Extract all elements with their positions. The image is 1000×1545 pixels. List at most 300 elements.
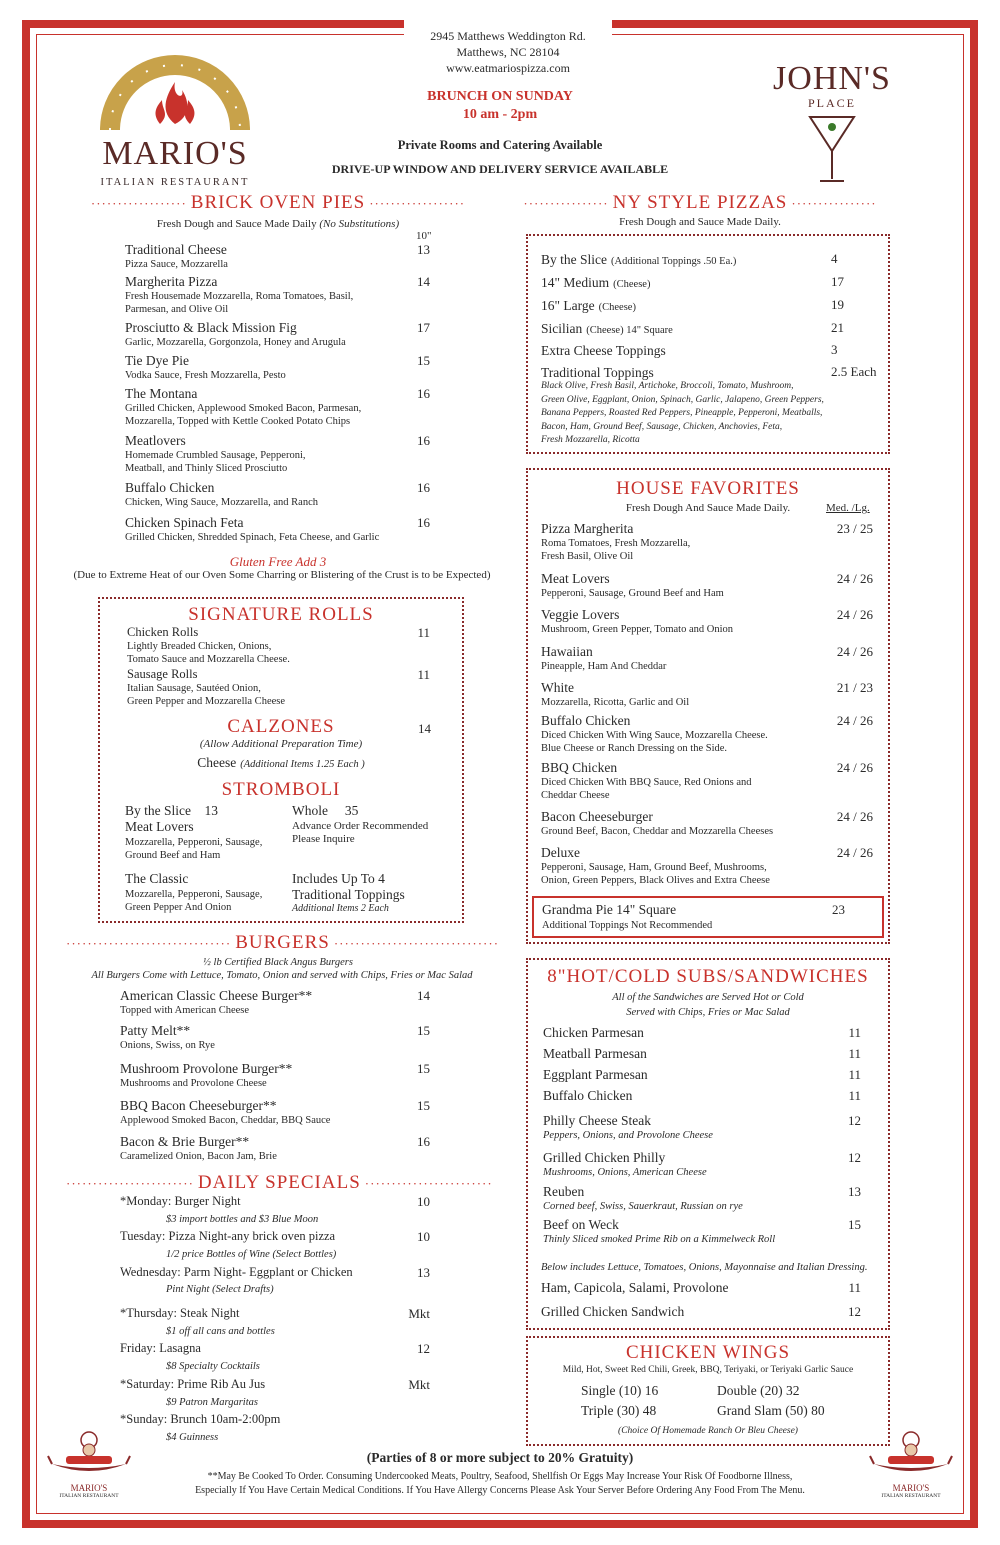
house-item-desc-line: Pepperoni, Sausage, Ground Beef and Ham bbox=[541, 588, 724, 599]
sub-item bbox=[543, 1217, 861, 1233]
ny-item-price: 4 bbox=[831, 251, 838, 266]
meat-desc-2: Ground Beef and Ham bbox=[125, 850, 221, 861]
brunch-notice bbox=[380, 88, 620, 124]
inner-line-tl bbox=[36, 34, 404, 35]
stromboli-meat-desc bbox=[125, 836, 262, 862]
grilled-name: Grilled Chicken Sandwich bbox=[541, 1304, 685, 1319]
chef-logo-left bbox=[44, 1430, 134, 1499]
burger-item bbox=[120, 988, 430, 1004]
brunch-line1: BRUNCH ON SUNDAY bbox=[427, 89, 573, 104]
roll-item-name: Sausage Rolls bbox=[127, 667, 198, 681]
wings-choice: (Choice Of Homemade Ranch Or Bleu Cheese) bbox=[618, 1426, 798, 1436]
ny-item-label bbox=[541, 342, 666, 360]
house-item-desc-line: Onion, Green Peppers, Black Olives and Extra Cheese bbox=[541, 875, 770, 886]
burgers-sub: ½ lb Certified Black Angus Burgers bbox=[203, 957, 353, 968]
subs-ham-row bbox=[541, 1280, 861, 1296]
house-item-name: Buffalo Chicken bbox=[541, 713, 631, 728]
stromboli-title: STROMBOLI bbox=[221, 779, 341, 800]
pizza-item bbox=[125, 433, 430, 449]
subs-sub-1: All of the Sandwiches are Served Hot or Cold bbox=[612, 992, 804, 1003]
house-item-desc-line: Diced Chicken With Wing Sauce, Mozzarella Cheese. bbox=[541, 730, 768, 741]
burger-item bbox=[120, 1023, 430, 1039]
roll-item-desc-line: Italian Sausage, Sautéed Onion, bbox=[127, 683, 261, 694]
special-item-price: Mkt bbox=[408, 1377, 430, 1392]
roll-item-desc-line: Green Pepper and Mozzarella Cheese bbox=[127, 696, 286, 707]
slice-label: By the Slice bbox=[125, 803, 191, 818]
stromboli-classic-desc bbox=[125, 888, 262, 914]
brick-oven-sub bbox=[66, 218, 490, 230]
burger-item bbox=[120, 1134, 430, 1150]
pizza-item-desc-line: Grilled Chicken, Applewood Smoked Bacon, Parmesan, bbox=[125, 403, 362, 414]
house-item-price: 24 / 26 bbox=[836, 809, 873, 824]
sub-item-price: 15 bbox=[848, 1217, 861, 1232]
pizza-item-desc-line: Meatball, and Thinly Sliced Prosciutto bbox=[125, 463, 288, 474]
house-item-desc bbox=[541, 587, 724, 600]
special-item-name: Friday: Lasagna bbox=[120, 1341, 201, 1355]
house-item-desc-line: Mushroom, Green Pepper, Tomato and Onion bbox=[541, 624, 733, 635]
roll-item-desc-line: Lightly Breaded Chicken, Onions, bbox=[127, 641, 272, 652]
house-item-price: 23 / 25 bbox=[836, 521, 873, 536]
special-item-desc: $4 Guinness bbox=[166, 1432, 219, 1443]
house-item-desc bbox=[541, 696, 689, 709]
house-sub: Fresh Dough And Sauce Made Daily. bbox=[625, 502, 791, 514]
ny-item-name: Extra Cheese Toppings bbox=[541, 343, 666, 358]
johns-place-logo bbox=[752, 62, 912, 192]
subs-sub-2: Served with Chips, Fries or Mac Salad bbox=[626, 1007, 790, 1018]
ny-item-note: (Cheese) 14" Square bbox=[586, 325, 673, 336]
sub-item-desc-line: Mushrooms, Onions, American Cheese bbox=[543, 1167, 707, 1178]
chef-gondola-icon bbox=[866, 1430, 956, 1478]
inner-line-l bbox=[36, 34, 37, 1514]
house-item-desc-line: Ground Beef, Bacon, Cheddar and Mozzarella Cheeses bbox=[541, 826, 774, 837]
house-item bbox=[541, 644, 873, 660]
brick-oven-icon bbox=[90, 52, 260, 132]
ny-title: NY STYLE PIZZAS bbox=[612, 192, 788, 213]
special-item-price: Mkt bbox=[408, 1306, 430, 1321]
subs-title: 8"HOT/COLD SUBS/SANDWICHES bbox=[547, 966, 869, 987]
ny-item-label bbox=[541, 297, 636, 315]
burger-item-desc bbox=[120, 1114, 330, 1127]
house-item-price: 24 / 26 bbox=[836, 571, 873, 586]
border-left bbox=[22, 20, 30, 1528]
pizza-item-desc-line: Chicken, Wing Sauce, Mozzarella, and Ranch bbox=[125, 497, 318, 508]
calzones-note: (Allow Additional Preparation Time) bbox=[199, 738, 363, 750]
roll-item bbox=[127, 667, 430, 683]
pizza-item-name: The Montana bbox=[125, 386, 198, 401]
pizza-item-price: 16 bbox=[417, 433, 430, 448]
grandma-price: 23 bbox=[832, 902, 845, 917]
burger-item-desc bbox=[120, 1077, 267, 1090]
special-item-price: 10 bbox=[417, 1194, 430, 1209]
advance-line: Advance Order Recommended bbox=[292, 820, 429, 832]
chef-gondola-icon bbox=[44, 1430, 134, 1478]
grandma-name: Grandma Pie 14" Square bbox=[542, 902, 677, 917]
border-bottom bbox=[22, 1520, 978, 1528]
special-item bbox=[120, 1341, 430, 1357]
pizza-item bbox=[125, 386, 430, 402]
brick-sub-text: Fresh Dough and Sauce Made Daily bbox=[156, 218, 317, 230]
house-item bbox=[541, 680, 873, 696]
pizza-item-name: Buffalo Chicken bbox=[125, 480, 215, 495]
special-item-desc: $1 off all cans and bottles bbox=[166, 1326, 275, 1337]
grandma-note: Additional Toppings Not Recommended bbox=[542, 920, 713, 931]
meat-desc-1: Mozzarella, Pepperoni, Sausage, bbox=[125, 837, 263, 848]
ny-item-name: 16" Large bbox=[541, 298, 595, 313]
burger-item-price: 15 bbox=[417, 1023, 430, 1038]
special-item-desc: 1/2 price Bottles of Wine (Select Bottles) bbox=[166, 1249, 337, 1260]
house-item-name: Pizza Margherita bbox=[541, 521, 634, 536]
house-item-price: 24 / 26 bbox=[836, 607, 873, 622]
signature-rolls-title: SIGNATURE ROLLS bbox=[188, 604, 374, 625]
sub-item-name: Grilled Chicken Philly bbox=[543, 1150, 666, 1165]
ny-item bbox=[541, 342, 881, 360]
stromboli-classic: The Classic bbox=[125, 871, 189, 886]
johns-logo-text: JOHN'S bbox=[773, 60, 891, 97]
pizza-item-price: 16 bbox=[417, 480, 430, 495]
gluten-free: Gluten Free Add 3 bbox=[229, 554, 327, 569]
burgers-sub2: All Burgers Come with Lettuce, Tomato, Onion and served with Chips, Fries or Mac Salad bbox=[91, 970, 473, 981]
ny-item-note: (Additional Toppings .50 Ea.) bbox=[611, 256, 737, 267]
chef-logo-right-text: MARIO'S bbox=[892, 1483, 930, 1493]
pizza-item-desc bbox=[125, 290, 353, 316]
ny-item-price: 17 bbox=[831, 274, 844, 289]
roll-item-price: 11 bbox=[417, 667, 430, 682]
house-item bbox=[541, 607, 873, 623]
pizza-item-desc bbox=[125, 496, 318, 509]
special-item-name: *Monday: Burger Night bbox=[120, 1194, 241, 1208]
pizza-item bbox=[125, 320, 430, 336]
sub-item-name: Philly Cheese Steak bbox=[543, 1113, 651, 1128]
house-item-price: 24 / 26 bbox=[836, 713, 873, 728]
sub-item-price: 11 bbox=[848, 1088, 861, 1103]
sub-item-desc bbox=[543, 1200, 743, 1213]
dots-left: ······························· bbox=[66, 936, 232, 951]
marios-logo bbox=[90, 52, 260, 187]
burger-item-price: 15 bbox=[417, 1061, 430, 1076]
burger-item-price: 16 bbox=[417, 1134, 430, 1149]
house-item-desc bbox=[541, 776, 752, 802]
pizza-item-desc-line: Vodka Sauce, Fresh Mozzarella, Pesto bbox=[125, 370, 286, 381]
special-item-desc: $8 Specialty Cocktails bbox=[166, 1361, 260, 1372]
burger-item-name: Mushroom Provolone Burger** bbox=[120, 1061, 293, 1076]
chef-logo-right-sub: ITALIAN RESTAURANT bbox=[881, 1493, 941, 1499]
pizza-item-price: 16 bbox=[417, 515, 430, 530]
burger-item-name: Patty Melt** bbox=[120, 1023, 191, 1038]
burger-item-desc-line: Topped with American Cheese bbox=[120, 1005, 250, 1016]
pizza-item-desc-line: Mozzarella, Topped with Kettle Cooked Potato Chips bbox=[125, 416, 351, 427]
ny-topping-line: Black Olive, Fresh Basil, Artichoke, Broccoli, Tomato, Mushroom, bbox=[541, 381, 794, 391]
martini-glass-icon bbox=[752, 111, 912, 191]
sub-item bbox=[543, 1088, 861, 1104]
house-item-price: 21 / 23 bbox=[836, 680, 873, 695]
brick-size-header: 10" bbox=[416, 230, 432, 242]
chef-logo-left-sub: ITALIAN RESTAURANT bbox=[59, 1493, 119, 1499]
sub-item-price: 11 bbox=[848, 1046, 861, 1061]
house-item-price: 24 / 26 bbox=[836, 760, 873, 775]
pizza-item-desc bbox=[125, 369, 286, 382]
inner-line-b bbox=[36, 1513, 964, 1514]
subs-sub bbox=[526, 990, 890, 1020]
wings-slam: Grand Slam (50) 80 bbox=[717, 1403, 825, 1418]
pizza-item-desc-line: Fresh Housemade Mozzarella, Roma Tomatoes, Basil, bbox=[125, 291, 354, 302]
house-item-price: 24 / 26 bbox=[836, 644, 873, 659]
whole-label: Whole bbox=[292, 803, 328, 818]
wings-sauces: Mild, Hot, Sweet Red Chili, Greek, BBQ, Teriyaki, or Teriyaki Garlic Sauce bbox=[562, 1365, 854, 1375]
chef-logo-right bbox=[866, 1430, 956, 1499]
sub-item-name: Meatball Parmesan bbox=[543, 1046, 647, 1061]
pizza-item-desc-line: Garlic, Mozzarella, Gorgonzola, Honey and Arugula bbox=[125, 337, 346, 348]
sub-item bbox=[543, 1184, 861, 1200]
pizza-item-price: 13 bbox=[417, 242, 430, 257]
food-warning bbox=[140, 1470, 860, 1498]
house-item-desc-line: Fresh Basil, Olive Oil bbox=[541, 551, 634, 562]
pizza-item-desc-line: Grilled Chicken, Shredded Spinach, Feta Cheese, and Garlic bbox=[125, 532, 380, 543]
house-item-name: Deluxe bbox=[541, 845, 580, 860]
warning-line2: Especially If You Have Certain Medical Conditions. If You Have Allergy Concerns Please Ask Your Server Before Ordering Any Food From The Menu. bbox=[195, 1485, 805, 1496]
burger-item bbox=[120, 1098, 430, 1114]
pizza-item bbox=[125, 480, 430, 496]
ny-item-name: Traditional Toppings bbox=[541, 365, 654, 380]
dots-left: ················ bbox=[523, 196, 609, 211]
subs-below: Below includes Lettuce, Tomatoes, Onions, Mayonnaise and Italian Dressing. bbox=[541, 1262, 868, 1273]
special-item-name: Tuesday: Pizza Night-any brick oven pizza bbox=[120, 1229, 336, 1243]
sub-item-name: Chicken Parmesan bbox=[543, 1025, 644, 1040]
pizza-item bbox=[125, 515, 430, 531]
drive-up-notice: DRIVE-UP WINDOW AND DELIVERY SERVICE AVAILABLE bbox=[331, 162, 669, 176]
ny-sub: Fresh Dough and Sauce Made Daily. bbox=[619, 216, 781, 228]
pizza-item-desc-line: Homemade Crumbled Sausage, Pepperoni, bbox=[125, 450, 306, 461]
wings-triple: Triple (30) 48 bbox=[581, 1403, 657, 1418]
house-item-desc bbox=[541, 861, 770, 887]
oven-note: (Due to Extreme Heat of our Oven Some Charring or Blistering of the Crust is to be Expected) bbox=[73, 569, 491, 581]
pizza-item-desc-line: Pizza Sauce, Mozzarella bbox=[125, 259, 228, 270]
house-item-desc bbox=[541, 729, 768, 755]
ny-topping-line: Green Olive, Eggplant, Onion, Spinach, Garlic, Jalapeno, Green Peppers, bbox=[541, 394, 824, 405]
place-logo-text: PLACE bbox=[807, 96, 856, 110]
specials-title: DAILY SPECIALS bbox=[197, 1172, 361, 1193]
roll-item-desc bbox=[127, 682, 285, 708]
burger-item-desc bbox=[120, 1039, 215, 1052]
house-item-desc-line: Roma Tomatoes, Fresh Mozzarella, bbox=[541, 538, 691, 549]
calzones-price: 14 bbox=[418, 721, 431, 736]
house-item-name: White bbox=[541, 680, 574, 695]
ny-item bbox=[541, 251, 881, 269]
ny-topping-line: Banana Peppers, Roasted Red Peppers, Pineapple, Pepperoni, Meatballs, bbox=[541, 408, 823, 418]
pizza-item-name: Chicken Spinach Feta bbox=[125, 515, 244, 530]
burger-item-name: American Classic Cheese Burger** bbox=[120, 988, 313, 1003]
sub-item bbox=[543, 1113, 861, 1129]
house-item bbox=[541, 571, 873, 587]
sub-item-desc bbox=[543, 1129, 713, 1142]
ny-item bbox=[541, 297, 881, 315]
cheese-note: (Additional Items 1.25 Each ) bbox=[240, 759, 365, 770]
roll-item-name: Chicken Rolls bbox=[127, 625, 199, 639]
special-item bbox=[120, 1306, 430, 1322]
sub-item-price: 11 bbox=[848, 1025, 861, 1040]
sub-item-name: Buffalo Chicken bbox=[543, 1088, 633, 1103]
border-top-left bbox=[22, 20, 404, 28]
brunch-line2: 10 am - 2pm bbox=[462, 107, 538, 122]
calzones-title: CALZONES bbox=[227, 716, 335, 737]
ny-item bbox=[541, 320, 881, 338]
ny-topping-line: Bacon, Ham, Ground Beef, Sausage, Chicken, Anchovies, Feta, bbox=[541, 421, 783, 432]
burger-item-name: Bacon & Brie Burger** bbox=[120, 1134, 250, 1149]
pizza-item-price: 17 bbox=[417, 320, 430, 335]
house-item-desc-line: Mozzarella, Ricotta, Garlic and Oil bbox=[541, 697, 690, 708]
pizza-item-desc bbox=[125, 531, 379, 544]
border-right bbox=[970, 20, 978, 1528]
pizza-item-name: Traditional Cheese bbox=[125, 242, 227, 257]
sub-item-name: Beef on Weck bbox=[543, 1217, 619, 1232]
house-item-name: Veggie Lovers bbox=[541, 607, 620, 622]
sub-item bbox=[543, 1150, 861, 1166]
pizza-item-desc bbox=[125, 258, 228, 271]
house-item-desc-line: Cheddar Cheese bbox=[541, 790, 610, 801]
sub-item-price: 12 bbox=[848, 1150, 861, 1165]
dots-right: ················ bbox=[791, 196, 877, 211]
burgers-header bbox=[66, 932, 500, 954]
marios-logo-sub: ITALIAN RESTAURANT bbox=[100, 177, 250, 188]
sub-item bbox=[543, 1025, 861, 1041]
dots-right: ·················· bbox=[369, 196, 466, 211]
stromboli-addl: Additional Items 2 Each bbox=[292, 903, 389, 914]
wings-single: Single (10) 16 bbox=[581, 1383, 659, 1398]
pizza-item-price: 15 bbox=[417, 353, 430, 368]
stromboli-includes: Includes Up To 4 bbox=[292, 871, 385, 886]
special-item-price: 13 bbox=[417, 1265, 430, 1280]
wings-title: CHICKEN WINGS bbox=[625, 1342, 791, 1363]
burger-item bbox=[120, 1061, 430, 1077]
sub-item-desc-line: Thinly Sliced smoked Prime Rib on a Kimmelweck Roll bbox=[543, 1234, 776, 1245]
stromboli-advance bbox=[292, 820, 428, 846]
cheese-label: Cheese bbox=[197, 755, 237, 770]
house-item-name: BBQ Chicken bbox=[541, 760, 618, 775]
sub-item-price: 13 bbox=[848, 1184, 861, 1199]
dots-right: ························ bbox=[364, 1176, 493, 1191]
special-item-desc: $3 import bottles and $3 Blue Moon bbox=[166, 1214, 319, 1225]
burger-item-desc bbox=[120, 1150, 277, 1163]
special-item-desc: $9 Patron Margaritas bbox=[166, 1397, 258, 1408]
house-item bbox=[541, 845, 873, 861]
house-item-desc bbox=[541, 623, 733, 636]
burger-item-desc bbox=[120, 1004, 249, 1017]
special-item bbox=[120, 1265, 430, 1281]
marios-logo-text: MARIO'S bbox=[102, 135, 248, 172]
sub-item bbox=[543, 1067, 861, 1083]
pizza-item-price: 14 bbox=[417, 274, 430, 289]
dots-left: ························ bbox=[66, 1176, 194, 1191]
burger-item-price: 14 bbox=[417, 988, 430, 1003]
special-item bbox=[120, 1412, 430, 1427]
pizza-item bbox=[125, 353, 430, 369]
pizza-item bbox=[125, 242, 430, 258]
ny-item-name: Sicilian bbox=[541, 321, 583, 336]
wings-double: Double (20) 32 bbox=[717, 1383, 800, 1398]
house-item bbox=[541, 760, 873, 776]
specials-header bbox=[66, 1172, 493, 1194]
address-block bbox=[404, 28, 612, 76]
stromboli-slice bbox=[125, 803, 218, 819]
stromboli-trad: Traditional Toppings bbox=[292, 887, 405, 902]
sub-item-desc-line: Corned beef, Swiss, Sauerkraut, Russian on rye bbox=[543, 1201, 743, 1212]
house-item bbox=[541, 809, 873, 825]
stromboli-meat: Meat Lovers bbox=[125, 819, 194, 834]
dots-left: ·················· bbox=[90, 196, 187, 211]
house-item-desc-line: Diced Chicken With BBQ Sauce, Red Onions and bbox=[541, 777, 752, 788]
pizza-item-desc bbox=[125, 336, 346, 349]
sub-item-name: Eggplant Parmesan bbox=[543, 1067, 648, 1082]
burger-item-desc-line: Caramelized Onion, Bacon Jam, Brie bbox=[120, 1151, 277, 1162]
house-item-desc bbox=[541, 660, 666, 673]
brick-oven-header bbox=[66, 192, 490, 214]
slice-price: 13 bbox=[204, 803, 218, 818]
burger-item-price: 15 bbox=[417, 1098, 430, 1113]
ny-item bbox=[541, 274, 881, 292]
pizza-item-name: Meatlovers bbox=[125, 433, 186, 448]
house-item-desc bbox=[541, 537, 690, 563]
inner-line-r bbox=[963, 34, 964, 1514]
sub-item-desc-line: Peppers, Onions, and Provolone Cheese bbox=[543, 1130, 713, 1141]
address-line2: Matthews, NC 28104 bbox=[456, 45, 560, 59]
inquire-line: Please Inquire bbox=[292, 833, 355, 845]
ny-item-price: 3 bbox=[831, 342, 838, 357]
whole-price: 35 bbox=[344, 803, 359, 818]
ham-name: Ham, Capicola, Salami, Provolone bbox=[541, 1280, 729, 1295]
ham-price: 11 bbox=[848, 1280, 861, 1295]
pizza-item-name: Margherita Pizza bbox=[125, 274, 218, 289]
pizza-item-price: 16 bbox=[417, 386, 430, 401]
ny-item-price: 19 bbox=[831, 297, 844, 312]
special-item-name: *Sunday: Brunch 10am-2:00pm bbox=[120, 1412, 281, 1426]
house-item-name: Meat Lovers bbox=[541, 571, 610, 586]
pizza-item-desc bbox=[125, 449, 306, 475]
special-item bbox=[120, 1377, 430, 1393]
house-item-desc-line: Pepperoni, Sausage, Ham, Ground Beef, Mushrooms, bbox=[541, 862, 767, 873]
classic-desc-2: Green Pepper And Onion bbox=[125, 902, 232, 913]
house-item-desc-line: Blue Cheese or Ranch Dressing on the Side. bbox=[541, 743, 728, 754]
dots-right: ······························· bbox=[333, 936, 500, 951]
chef-logo-left-text: MARIO'S bbox=[70, 1483, 108, 1493]
house-item-desc-line: Pineapple, Ham And Cheddar bbox=[541, 661, 667, 672]
border-top-right bbox=[612, 20, 978, 28]
burger-item-desc-line: Mushrooms and Provolone Cheese bbox=[120, 1078, 267, 1089]
house-item-name: Hawaiian bbox=[541, 644, 593, 659]
special-item-name: Wednesday: Parm Night- Eggplant or Chicken bbox=[120, 1265, 353, 1279]
ny-header bbox=[520, 192, 880, 214]
special-item-price: 12 bbox=[417, 1341, 430, 1356]
ny-item-price: 2.5 Each bbox=[831, 364, 877, 379]
ny-toppings bbox=[541, 380, 824, 448]
inner-line-tr bbox=[612, 34, 964, 35]
brick-oven-title: BRICK OVEN PIES bbox=[190, 192, 366, 213]
roll-item-desc bbox=[127, 640, 290, 666]
special-item bbox=[120, 1229, 430, 1245]
roll-item-desc-line: Tomato Sauce and Mozzarella Cheese. bbox=[127, 654, 290, 665]
house-item bbox=[541, 521, 873, 537]
grilled-price: 12 bbox=[848, 1304, 861, 1319]
stromboli-whole bbox=[292, 803, 358, 819]
pizza-item-desc bbox=[125, 402, 361, 428]
subs-grilled-row bbox=[541, 1304, 861, 1320]
pizza-item bbox=[125, 274, 430, 290]
ny-item-label bbox=[541, 274, 650, 292]
website-link[interactable]: www.eatmariospizza.com bbox=[446, 61, 570, 75]
pizza-item-desc-line: Parmesan, and Olive Oil bbox=[125, 304, 229, 315]
gratuity-notice: (Parties of 8 or more subject to 20% Gratuity) bbox=[366, 1450, 634, 1465]
special-item-desc: Pint Night (Select Drafts) bbox=[166, 1284, 274, 1295]
grandma-box bbox=[532, 896, 884, 938]
sub-item-price: 11 bbox=[848, 1067, 861, 1082]
